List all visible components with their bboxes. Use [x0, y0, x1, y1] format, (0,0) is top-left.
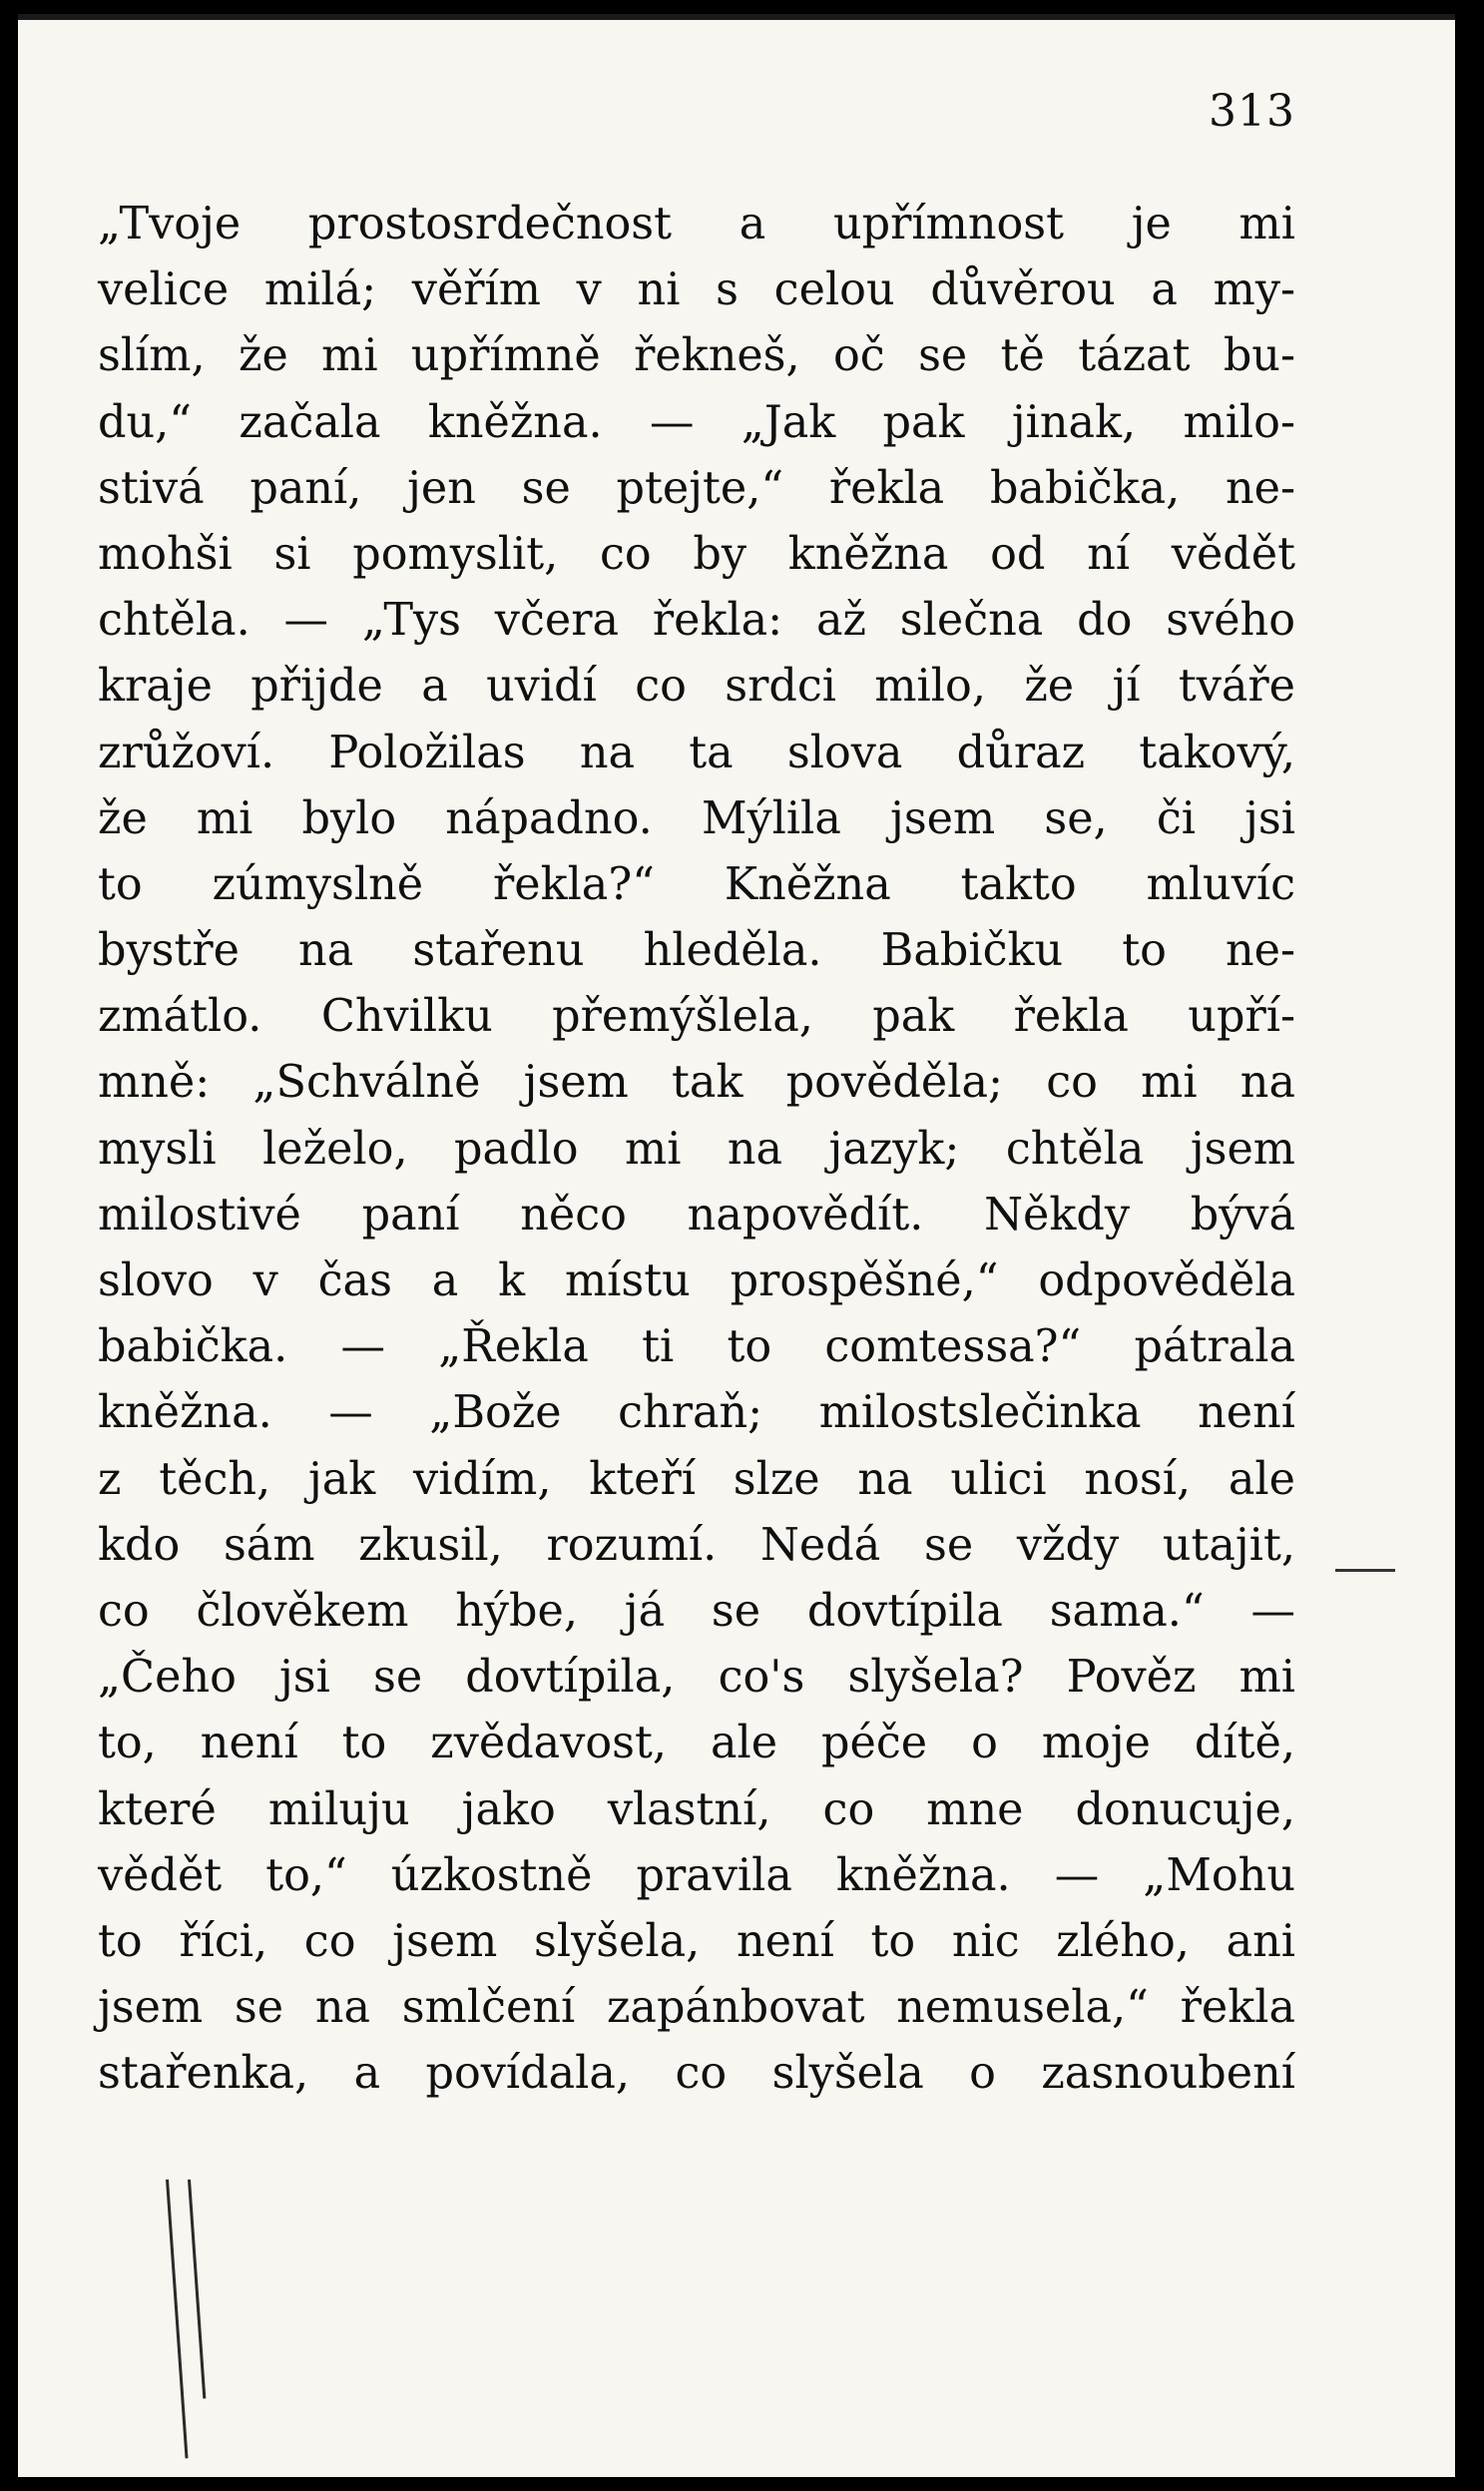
text-line: milostivé paní něco napovědít. Někdy bývá	[98, 1189, 1295, 1241]
text-line: zmátlo. Chvilku přemýšlela, pak řekla upří-	[98, 991, 1295, 1043]
text-line: to říci, co jsem slyšela, není to nic zlého, ani	[98, 1915, 1295, 1967]
text-line: bystře na stařenu hleděla. Babičku to ne-	[98, 925, 1295, 977]
text-line: vědět to,“ úzkostně pravila kněžna. — „Mohu	[98, 1849, 1295, 1901]
text-line: to, není to zvědavost, ale péče o moje dítě,	[98, 1718, 1295, 1769]
page-top-edge	[18, 14, 1455, 20]
text-line: co člověkem hýbe, já se dovtípila sama.“ —	[98, 1585, 1295, 1637]
text-line: „Tvoje prostosrdečnost a upřímnost je mi	[98, 199, 1295, 249]
text-line: stařenka, a povídala, co slyšela o zasnoubení	[98, 2048, 1295, 2100]
text-line: „Čeho jsi se dovtípila, co's slyšela? Pověz mi	[98, 1652, 1295, 1704]
text-line: du,“ začala kněžna. — „Jak pak jinak, milo-	[98, 396, 1295, 448]
text-line: stivá paní, jen se ptejte,“ řekla babička, ne-	[98, 462, 1295, 514]
text-line: mysli leželo, padlo mi na jazyk; chtěla jsem	[98, 1123, 1295, 1175]
page-number: 313	[1209, 86, 1295, 137]
text-line: to zúmyslně řekla?“ Kněžna takto mluvíc	[98, 858, 1295, 910]
text-line: slím, že mi upřímně řekneš, oč se tě tázat bu-	[98, 330, 1295, 382]
text-line: jsem se na smlčení zapánbovat nemusela,“ řekla	[98, 1982, 1295, 2034]
text-line: kdo sám zkusil, rozumí. Nedá se vždy utajit,	[98, 1519, 1295, 1571]
body-text	[98, 192, 1295, 2107]
binding-line	[188, 2180, 206, 2399]
text-line: kraje přijde a uvidí co srdci milo, že jí tváře	[98, 661, 1295, 713]
text-line: mohši si pomyslit, co by kněžna od ní vědět	[98, 528, 1295, 580]
text-line: slovo v čas a k místu prospěšné,“ odpověděla	[98, 1255, 1295, 1306]
text-line: velice milá; věřím v ni s celou důvěrou a my-	[98, 264, 1295, 316]
text-line: babička. — „Řekla ti to comtessa?“ pátrala	[98, 1321, 1295, 1373]
text-line: chtěla. — „Tys včera řekla: až slečna do svého	[98, 595, 1295, 647]
binding-line	[166, 2180, 189, 2459]
text-line: zrůžoví. Položilas na ta slova důraz takový,	[98, 727, 1295, 778]
book-page	[18, 14, 1455, 2477]
text-line: které miluju jako vlastní, co mne donucuje,	[98, 1783, 1295, 1835]
text-line: mně: „Schválně jsem tak pověděla; co mi na	[98, 1057, 1295, 1109]
text-line: z těch, jak vidím, kteří slze na ulici nosí, ale	[98, 1453, 1295, 1505]
text-line: kněžna. — „Bože chraň; milostslečinka není	[98, 1387, 1295, 1439]
text-line: že mi bylo nápadno. Mýlila jsem se, či jsi	[98, 792, 1295, 844]
margin-mark	[1335, 1569, 1395, 1572]
